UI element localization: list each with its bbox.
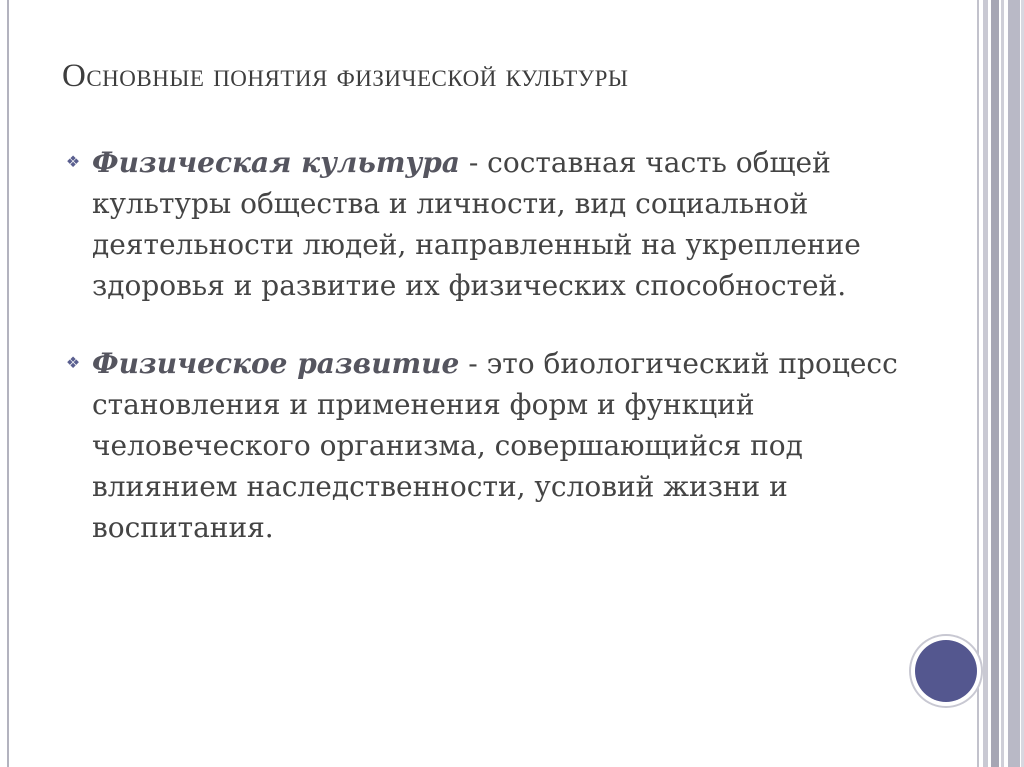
diamond-bullet-icon: ❖ (65, 152, 81, 171)
definition-physical-development: - это биологический процесс становления и применения форм и функций человеческого организма, совершающийся под влиянием наследственности, условий жизни и воспитания. (92, 347, 898, 544)
stripe (1001, 0, 1004, 767)
right-decorative-stripes (977, 0, 1024, 767)
stripe (1008, 0, 1020, 767)
slide-title: Основные понятия физической культуры (62, 58, 629, 94)
term-physical-development: Физическое развитие (92, 347, 460, 380)
stripe (977, 0, 979, 767)
decorative-circle (915, 640, 977, 702)
stripe (983, 0, 988, 767)
diamond-bullet-icon: ❖ (65, 353, 81, 372)
stripe (991, 0, 999, 767)
bullet-list (62, 142, 922, 548)
bullet-item-physical-development (62, 343, 922, 548)
left-border-line (7, 0, 9, 767)
bullet-item-physical-culture (62, 142, 922, 306)
term-physical-culture: Физическая культура (92, 146, 460, 179)
definition-physical-culture: - составная часть общей культуры общества и личности, вид социальной деятельности людей, направленный на укрепление здоровья и развитие их физических способностей. (92, 146, 861, 302)
